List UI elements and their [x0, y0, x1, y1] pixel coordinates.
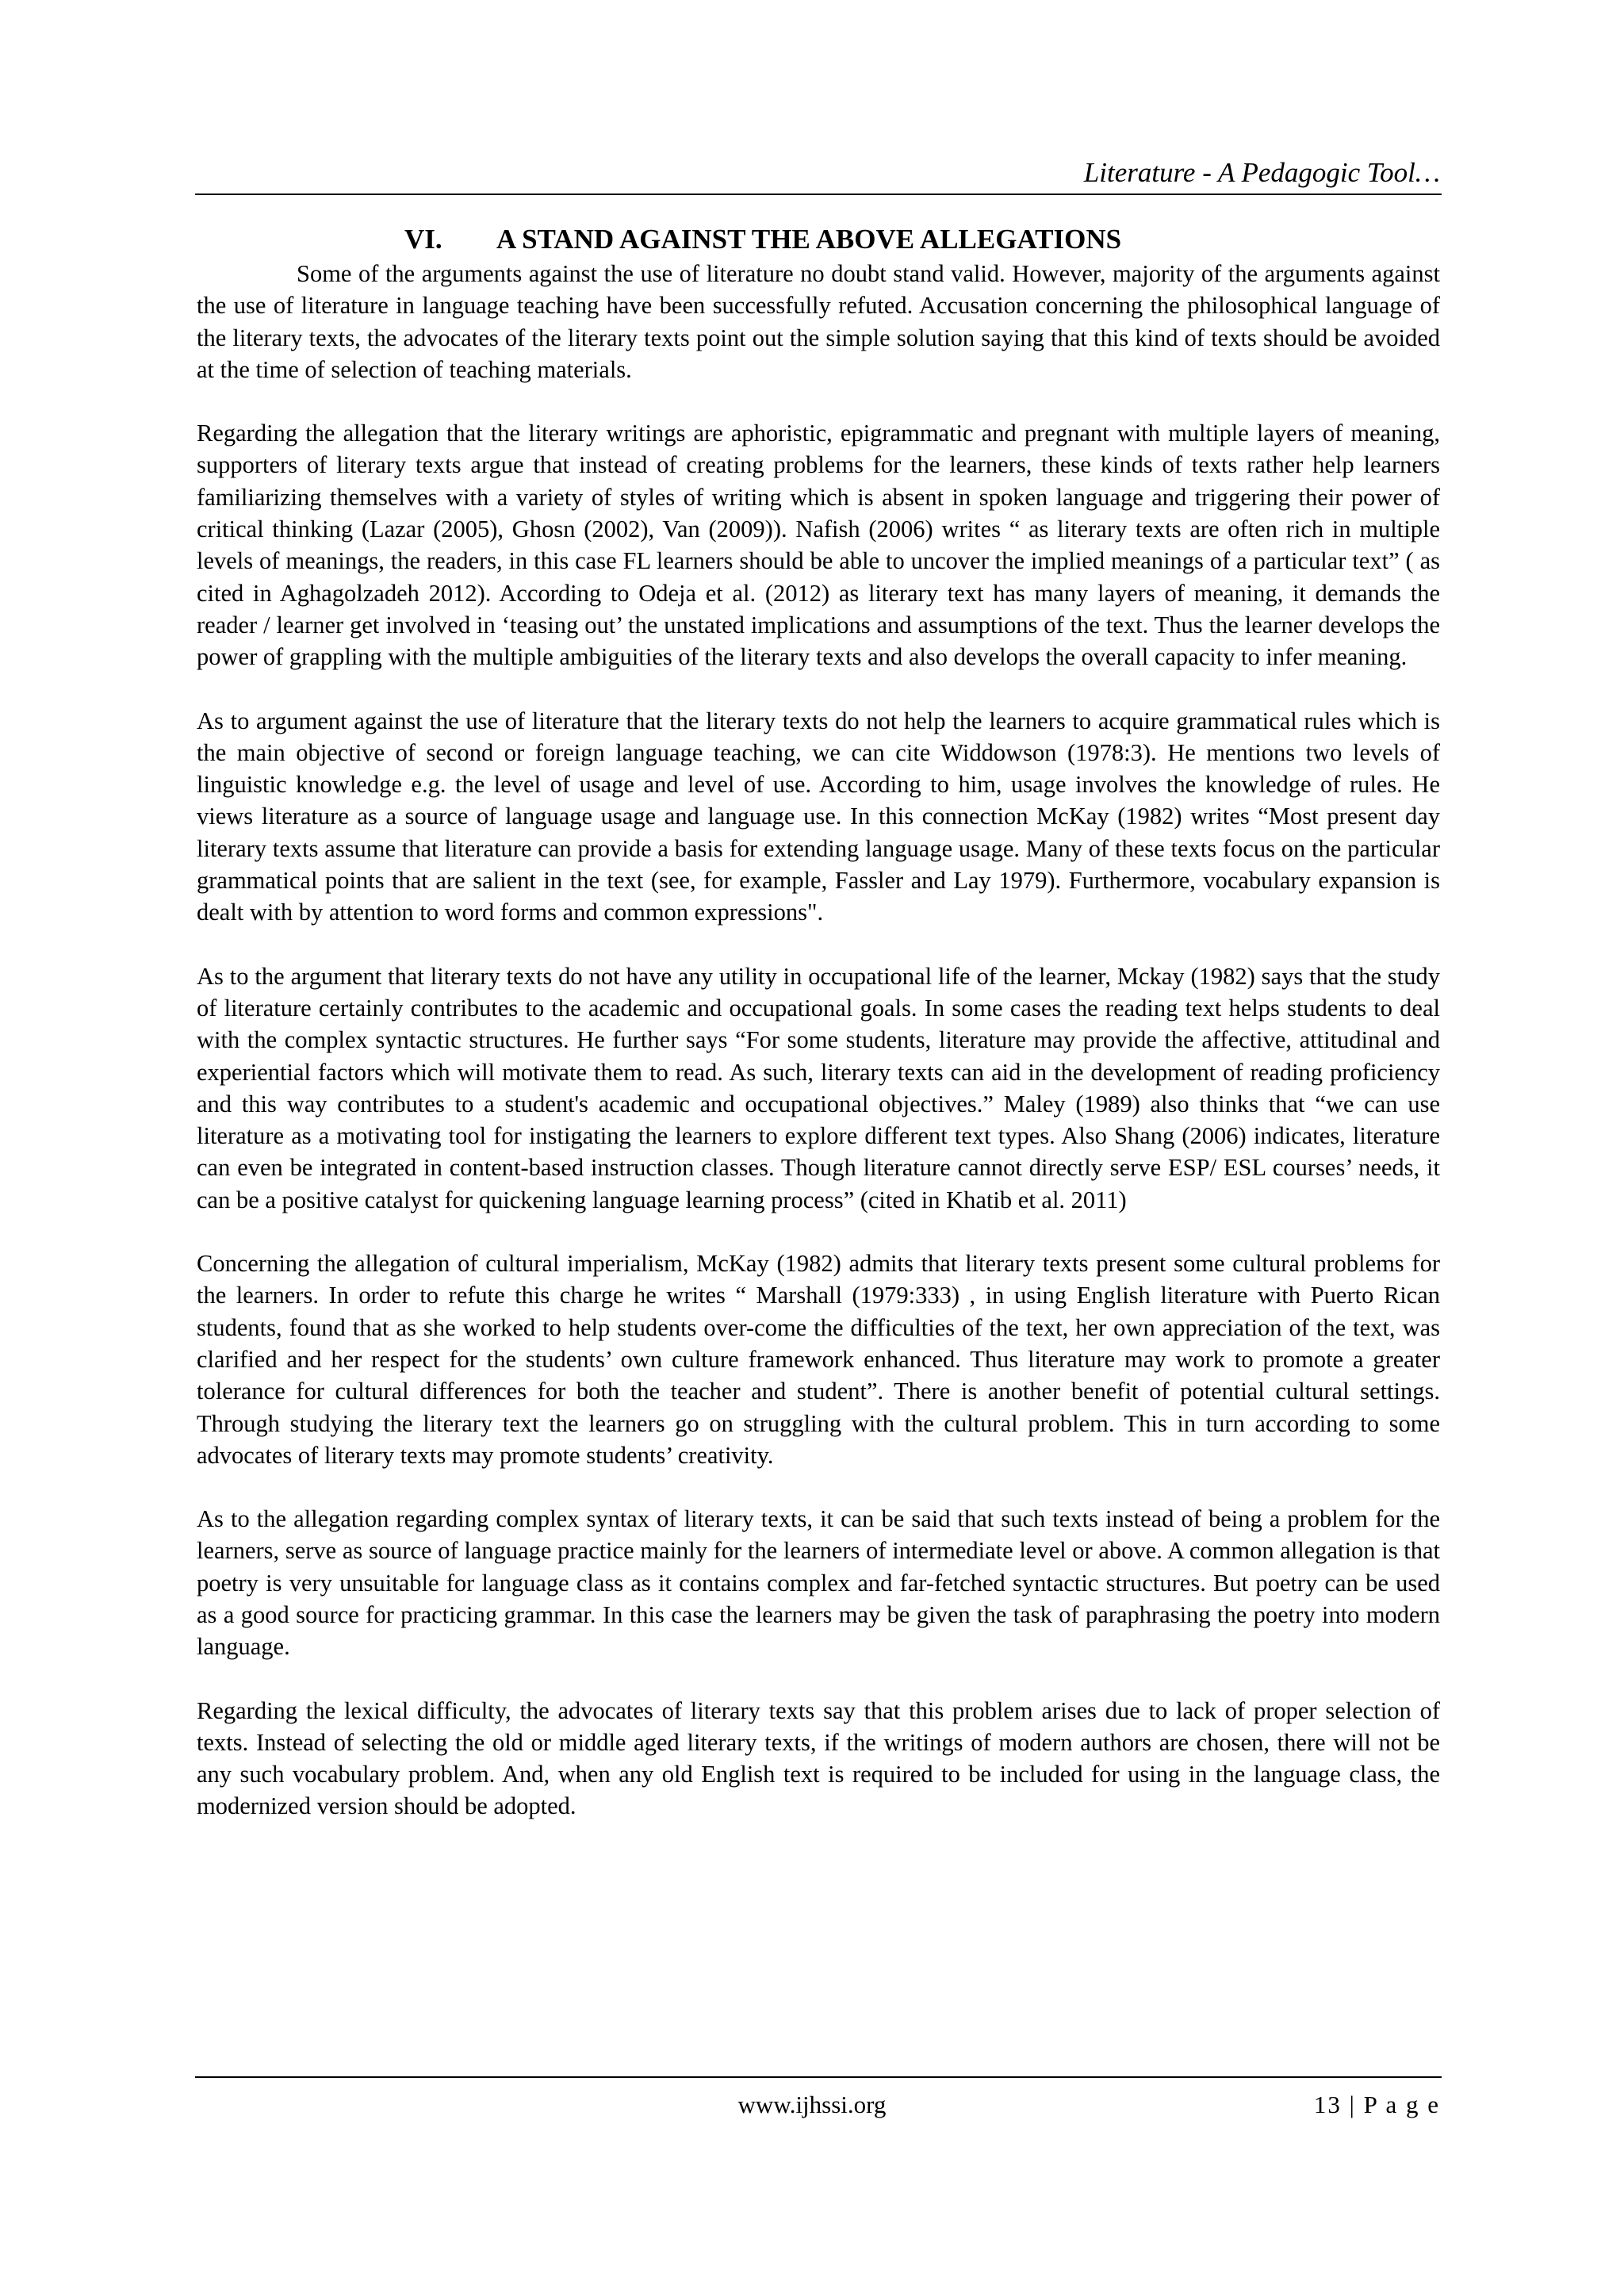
paragraph-4: As to the argument that literary texts do not have any utility in occupational life of the learner, Mckay (1982) says that the study of literature certainly contributes to the academic and occupational goals. In some cases the reading text helps students to deal with the complex syntactic structures. He further says “For some students, literature may provide the affective, attitudinal and experiential factors which will motivate them to read. As such, literary texts can aid in the development of reading proficiency and this way contributes to a student's academic and occupational objectives.” Maley (1989) also thinks that “we can use literature as a motivating tool for instigating the learners to explore different text types. Also Shang (2006) indicates, literature can even be integrated in content-based instruction classes. Though literature cannot directly serve ESP/ ESL courses’ needs, it can be a positive catalyst for quickening language learning process” (cited in Khatib et al. 2011) [197, 962, 1440, 1213]
footer-page-number: 13 | P a g e [1313, 2091, 1440, 2118]
section-number: VI. [404, 224, 442, 255]
section-title: A STAND AGAINST THE ABOVE ALLEGATIONS [496, 224, 1122, 255]
header-divider [195, 194, 1442, 195]
paragraph-3: As to argument against the use of literature that the literary texts do not help the learners to acquire grammatical rules which is the main objective of second or foreign language teaching, we can cite Widdowson (1978:3). He mentions two levels of linguistic knowledge e.g. the level of usage and level of use. According to him, usage involves the knowledge of rules. He views literature as a source of language usage and language use. In this connection McKay (1982) writes “Most present day literary texts assume that literature can provide a basis for extending language usage. Many of these texts focus on the particular grammatical points that are salient in the text (see, for example, Fassler and Lay 1979). Furthermore, vocabulary expansion is dealt with by attention to word forms and common expressions". [197, 707, 1440, 926]
footer-divider [195, 2076, 1442, 2078]
paragraph-1: Some of the arguments against the use of literature no doubt stand valid. However, majority of the arguments against the use of literature in language teaching have been successfully refuted. Accusation concerning the philosophical language of the literary texts, the advocates of the literary texts point out the simple solution saying that this kind of texts should be avoided at the time of selection of teaching materials. [197, 260, 1440, 383]
footer-website: www.ijhssi.org [737, 2091, 887, 2118]
running-header: Literature - A Pedagogic Tool… [1083, 157, 1440, 188]
paragraph-5: Concerning the allegation of cultural imperialism, McKay (1982) admits that literary texts present some cultural problems for the learners. In order to refute this charge he writes “ Marshall (1979:333) , in using English literature with Puerto Rican students, found that as she worked to help students over-come the difficulties of the text, her own appreciation of the text, was clarified and her respect for the students’ own culture framework enhanced. Thus literature may work to promote a greater tolerance for cultural differences for both the teacher and student”. There is another benefit of potential cultural settings. Through studying the literary text the learners go on struggling with the cultural problem. This in turn according to some advocates of literary texts may promote students’ creativity. [197, 1250, 1440, 1469]
body-text [197, 258, 1440, 1854]
paragraph-7: Regarding the lexical difficulty, the advocates of literary texts say that this problem arises due to lack of proper selection of texts. Instead of selecting the old or middle aged literary texts, if the writings of modern authors are chosen, there will not be any such vocabulary problem. And, when any old English text is required to be included for using in the language class, the modernized version should be adopted. [197, 1696, 1440, 1820]
paragraph-6: As to the allegation regarding complex syntax of literary texts, it can be said that such texts instead of being a problem for the learners, serve as source of language practice mainly for the learners of intermediate level or above. A common allegation is that poetry is very unsuitable for language class as it contains complex and far-fetched syntactic structures. But poetry can be used as a good source for practicing grammar. In this case the learners may be given the task of paraphrasing the poetry into modern language. [197, 1505, 1440, 1661]
paragraph-2: Regarding the allegation that the literary writings are aphoristic, epigrammatic and pregnant with multiple layers of meaning, supporters of literary texts argue that instead of creating problems for the learners, these kinds of texts rather help learners familiarizing themselves with a variety of styles of writing which is absent in spoken language and triggering their power of critical thinking (Lazar (2005), Ghosn (2002), Van (2009)). Nafish (2006) writes “ as literary texts are often rich in multiple levels of meanings, the readers, in this case FL learners should be able to uncover the implied meanings of a particular text” ( as cited in Aghagolzadeh 2012). According to Odeja et al. (2012) as literary text has many layers of meaning, it demands the reader / learner get involved in ‘teasing out’ the unstated implications and assumptions of the text. Thus the learner develops the power of grappling with the multiple ambiguities of the literary texts and also develops the overall capacity to infer meaning. [197, 420, 1440, 671]
